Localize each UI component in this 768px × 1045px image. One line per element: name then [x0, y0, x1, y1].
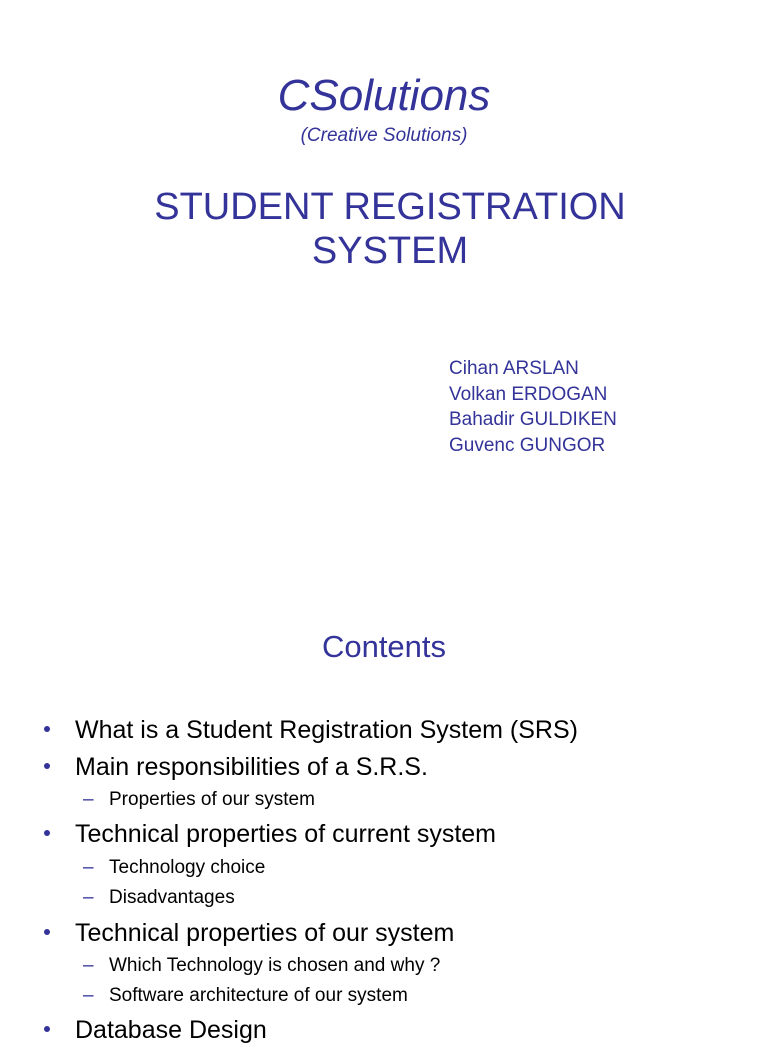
- contents-subitem-label: Technology choice: [109, 857, 266, 878]
- bullet-icon: [44, 763, 50, 769]
- contents-list: [0, 576, 768, 1044]
- presentation-title-line-2: SYSTEM: [311, 230, 469, 272]
- contents-item-label: Technical properties of our system: [75, 919, 455, 947]
- contents-slide: [0, 576, 768, 1044]
- bullet-icon: [44, 929, 50, 935]
- author-name: Volkan ERDOGAN: [449, 383, 608, 405]
- author-name: Bahadir GULDIKEN: [449, 409, 617, 430]
- contents-heading: Contents: [321, 629, 447, 664]
- author-list: [449, 356, 617, 458]
- dash-icon: –: [83, 955, 94, 976]
- dash-icon: –: [83, 985, 94, 1006]
- contents-subitem-label: Disadvantages: [109, 887, 235, 908]
- author-name: Guvenc GUNGOR: [449, 434, 606, 456]
- contents-item-label: Technical properties of current system: [75, 820, 497, 848]
- company-name: CSolutions: [277, 71, 491, 120]
- company-tagline: (Creative Solutions): [300, 125, 468, 146]
- bullet-icon: [44, 830, 50, 836]
- contents-item-label: Main responsibilities of a S.R.S.: [75, 753, 428, 781]
- contents-subitem-label: Software architecture of our system: [109, 985, 408, 1006]
- contents-item-label: What is a Student Registration System (SRS): [75, 716, 578, 744]
- presentation-title: [84, 185, 696, 273]
- contents-subitem-label: Which Technology is chosen and why ?: [109, 955, 441, 976]
- bullet-icon: [44, 1026, 50, 1032]
- presentation-title-line-1: STUDENT REGISTRATION: [154, 186, 626, 228]
- dash-icon: –: [83, 887, 94, 908]
- contents-subitem-label: Properties of our system: [109, 789, 315, 810]
- bullet-icon: [44, 726, 50, 732]
- dash-icon: –: [83, 789, 94, 810]
- contents-item-label: Database Design: [75, 1016, 267, 1044]
- author-name: Cihan ARSLAN: [449, 358, 579, 379]
- dash-icon: –: [83, 857, 94, 878]
